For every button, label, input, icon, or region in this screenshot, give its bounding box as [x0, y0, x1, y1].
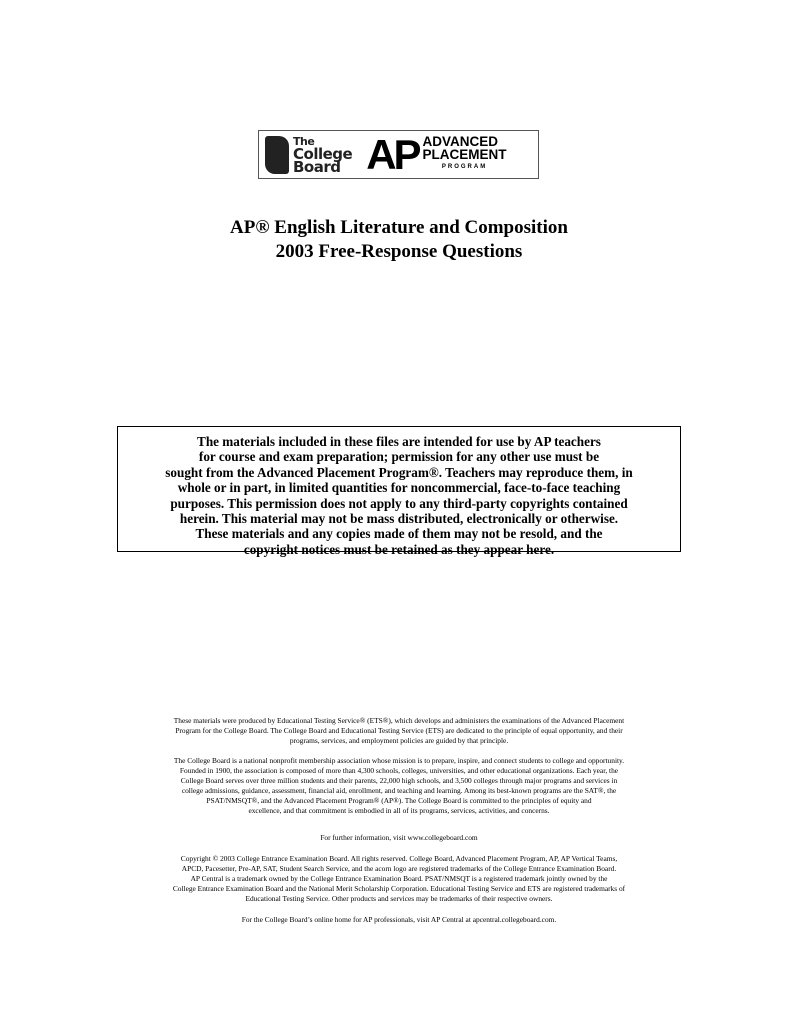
title-line-2: 2003 Free-Response Questions [275, 241, 523, 262]
title-line-1: AP® English Literature and Composition [230, 217, 568, 238]
notice-line: copyright notices must be retained as they appear here. [243, 541, 555, 557]
college-board-wordmark [293, 135, 352, 174]
text-line: College Entrance Examination Board and the National Merit Scholarship Corporation. Educational Testing Service and ETS are registered trademarks of [172, 884, 626, 893]
text-line: Founded in 1900, the association is composed of more than 4,300 schools, colleges, universities, and other educational organizations. Each year, the [179, 766, 619, 775]
logo-text: The [293, 135, 315, 148]
logo-text: PROGRAM [441, 164, 488, 170]
permission-notice-box [117, 426, 681, 557]
logo-text: Board [293, 158, 341, 176]
text-line: College Board serves over three million students and their parents, 22,000 high schools, and 3,500 colleges through major programs and services in [180, 776, 618, 785]
college-board-paragraph [0, 756, 798, 816]
text-line: college admissions, guidance, assessment, financial aid, enrollment, and teaching and learning. Among its best-known programs are the SAT®, the [181, 786, 617, 795]
text-line: These materials were produced by Educational Testing Service® (ETS®), which develops and administers the examinations of the Advanced Placement [173, 716, 625, 725]
ap-wordmark: AP [366, 130, 419, 178]
text-line: programs, services, and employment policies are guided by that principle. [289, 736, 509, 745]
further-info [0, 833, 798, 843]
notice-line: purposes. This permission does not apply to any third-party copyrights contained [170, 495, 628, 511]
ap-program-wordmark [423, 135, 507, 174]
notice-line: These materials and any copies made of them may not be resold, and the [195, 526, 603, 542]
logo-text: PLACEMENT [422, 147, 507, 162]
ap-central-text: For the College Board’s online home for AP professionals, visit AP Central at apcentral.collegeboard.com. [241, 915, 557, 924]
notice-line: for course and exam preparation; permission for any other use must be [198, 449, 600, 465]
logo-text: College [293, 145, 353, 163]
text-line: APCD, Pacesetter, Pre-AP, SAT, Student Search Service, and the acorn logo are registered trademarks of the College Entrance Examination Board. [181, 864, 617, 873]
ap-central-line [0, 915, 798, 925]
text-line: PSAT/NMSQT®, and the Advanced Placement Program® (AP®). The College Board is committed to the principles of equity and [206, 796, 592, 805]
text-line: Copyright © 2003 College Entrance Examination Board. All rights reserved. College Board, Advanced Placement Program, AP, AP Vertical Teams, [180, 854, 618, 863]
acorn-logo-icon [265, 136, 289, 174]
ets-paragraph [0, 716, 798, 746]
copyright-paragraph [0, 854, 798, 904]
notice-line: whole or in part, in limited quantities for noncommercial, face-to-face teaching [177, 480, 621, 496]
text-line: AP Central is a trademark owned by the College Entrance Examination Board. PSAT/NMSQT is a registered trademark jointly owned by the [190, 874, 608, 883]
college-board-ap-logo [258, 130, 539, 179]
notice-line: herein. This material may not be mass distributed, electronically or otherwise. [179, 511, 619, 527]
logo-text: ADVANCED [422, 134, 499, 149]
info-line: For further information, visit www.collegeboard.com [320, 833, 478, 842]
text-line: The College Board is a national nonprofit membership association whose mission is to prepare, inspire, and connect students to college and opportunity. [173, 756, 625, 765]
notice-line: The materials included in these files are intended for use by AP teachers [197, 434, 601, 449]
document-title [0, 216, 798, 264]
text-line: excellence, and that commitment is embodied in all of its programs, services, activities, and concerns. [248, 806, 550, 815]
notice-line: sought from the Advanced Placement Program®. Teachers may reproduce them, in [165, 464, 633, 480]
text-line: Program for the College Board. The College Board and Educational Testing Service (ETS) are dedicated to the principle of equal opportunity, and their [175, 726, 623, 735]
text-line: Educational Testing Service. Other products and services may be trademarks of their respective owners. [245, 894, 553, 903]
